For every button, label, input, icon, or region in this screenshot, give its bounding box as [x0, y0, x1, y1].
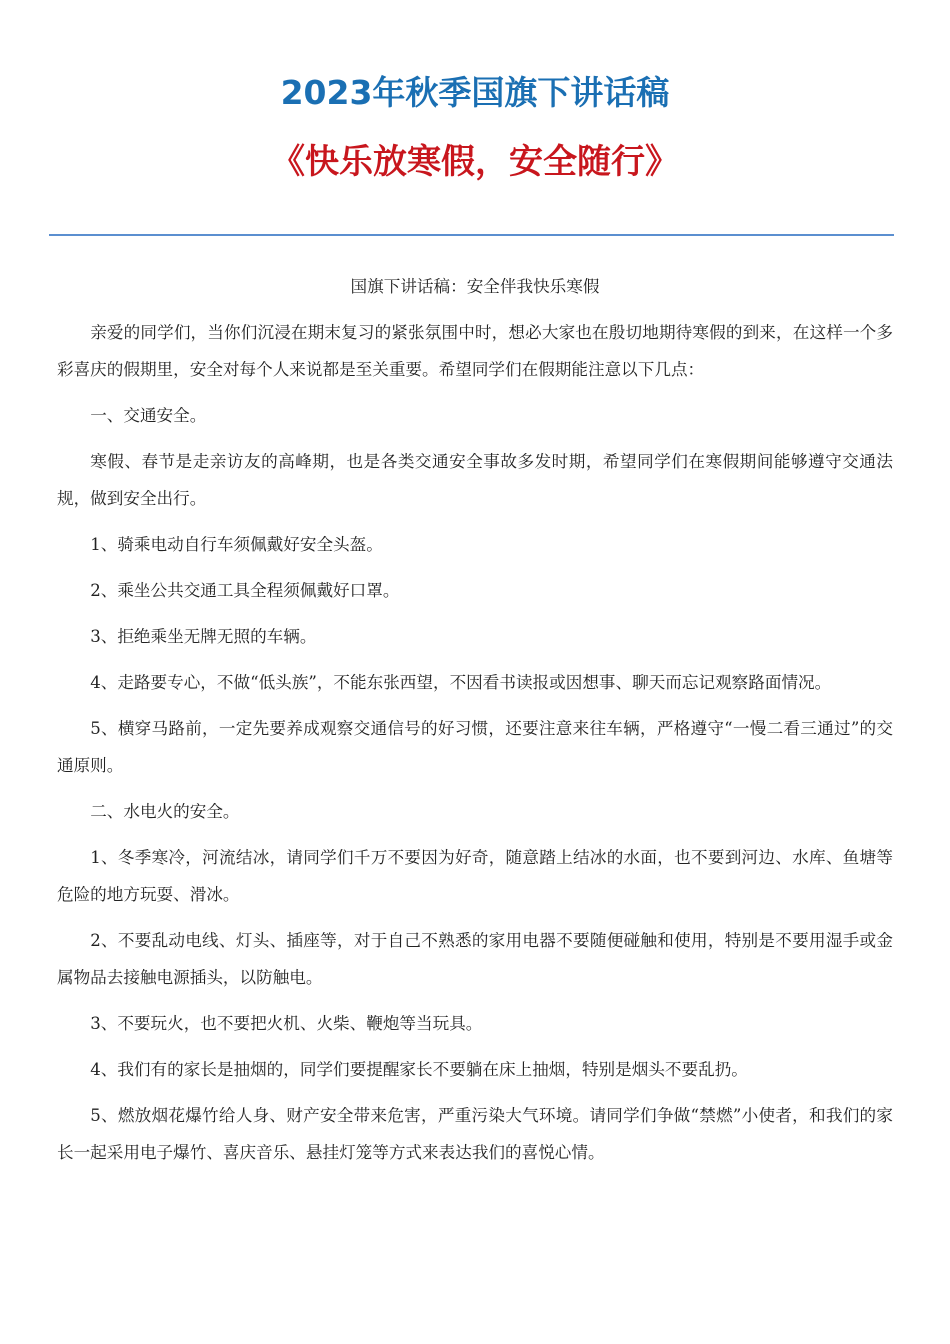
paragraph: 5、横穿马路前，一定先要养成观察交通信号的好习惯，还要注意来往车辆，严格遵守“一慢二看三通过”的交通原则。 [57, 719, 893, 775]
section-heading: 国旗下讲话稿：安全伴我快乐寒假 [350, 277, 600, 296]
paragraph: 一、交通安全。 [90, 406, 207, 425]
document-title: 2023年秋季国旗下讲话稿 [280, 73, 670, 112]
paragraph: 寒假、春节是走亲访友的高峰期，也是各类交通安全事故多发时期，希望同学们在寒假期间能够遵守交通法规，做到安全出行。 [57, 452, 893, 508]
document-body [57, 268, 893, 1180]
paragraph: 2、乘坐公共交通工具全程须佩戴好口罩。 [90, 581, 400, 600]
paragraph: 1、骑乘电动自行车须佩戴好安全头盔。 [90, 535, 383, 554]
paragraph: 1、冬季寒冷，河流结冰，请同学们千万不要因为好奇，随意踏上结冰的水面，也不要到河边、水库、鱼塘等危险的地方玩耍、滑冰。 [57, 848, 893, 904]
paragraph: 2、不要乱动电线、灯头、插座等，对于自己不熟悉的家用电器不要随便碰触和使用，特别是不要用湿手或金属物品去接触电源插头，以防触电。 [57, 931, 893, 987]
paragraph: 亲爱的同学们，当你们沉浸在期末复习的紧张氛围中时，想必大家也在殷切地期待寒假的到来，在这样一个多彩喜庆的假期里，安全对每个人来说都是至关重要。希望同学们在假期能注意以下几点： [57, 323, 893, 379]
paragraph: 5、燃放烟花爆竹给人身、财产安全带来危害，严重污染大气环境。请同学们争做“禁燃”小使者，和我们的家长一起采用电子爆竹、喜庆音乐、悬挂灯笼等方式来表达我们的喜悦心情。 [57, 1106, 893, 1162]
paragraph: 3、拒绝乘坐无牌无照的车辆。 [90, 627, 317, 646]
paragraph: 4、走路要专心，不做“低头族”，不能东张西望，不因看书读报或因想事、聊天而忘记观察路面情况。 [90, 673, 832, 692]
title-divider [49, 234, 894, 236]
document-subtitle: 《快乐放寒假，安全随行》 [271, 142, 679, 182]
paragraph: 二、水电火的安全。 [90, 802, 240, 821]
paragraph: 3、不要玩火，也不要把火机、火柴、鞭炮等当玩具。 [90, 1014, 483, 1033]
paragraph: 4、我们有的家长是抽烟的，同学们要提醒家长不要躺在床上抽烟，特别是烟头不要乱扔。 [90, 1060, 748, 1079]
